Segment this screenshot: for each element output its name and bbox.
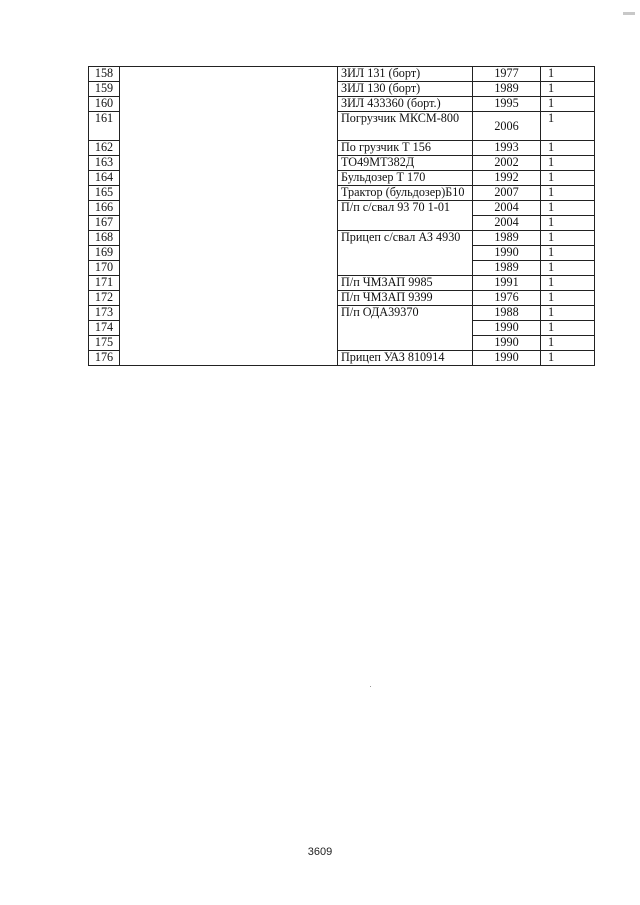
vehicle-year: 1990 [473, 336, 541, 351]
vehicle-name: По грузчик Т 156 [338, 141, 473, 156]
vehicle-quantity: 1 [541, 171, 595, 186]
vehicle-quantity: 1 [541, 141, 595, 156]
vehicle-quantity: 1 [541, 201, 595, 216]
vehicle-quantity: 1 [541, 97, 595, 112]
vehicle-quantity: 1 [541, 336, 595, 351]
row-number: 168 [89, 231, 120, 246]
vehicle-name: П/п ЧМЗАП 9399 [338, 291, 473, 306]
vehicle-quantity: 1 [541, 216, 595, 231]
vehicle-quantity: 1 [541, 156, 595, 171]
vehicle-year: 2006 [473, 112, 541, 141]
vehicle-year: 1993 [473, 141, 541, 156]
row-number: 169 [89, 246, 120, 261]
vehicle-quantity: 1 [541, 112, 595, 141]
vehicle-quantity: 1 [541, 231, 595, 246]
row-number: 170 [89, 261, 120, 276]
vehicle-year: 2004 [473, 216, 541, 231]
vehicle-year: 1990 [473, 246, 541, 261]
row-number: 160 [89, 97, 120, 112]
row-number: 171 [89, 276, 120, 291]
vehicle-name: Прицеп УАЗ 810914 [338, 351, 473, 366]
row-number: 176 [89, 351, 120, 366]
vehicle-name: ЗИЛ 130 (борт) [338, 82, 473, 97]
vehicle-quantity: 1 [541, 321, 595, 336]
vehicle-name: Погрузчик МКСМ-800 [338, 112, 473, 141]
vehicle-year: 1995 [473, 97, 541, 112]
row-number: 161 [89, 112, 120, 141]
vehicle-year: 1990 [473, 321, 541, 336]
row-number: 162 [89, 141, 120, 156]
row-number: 158 [89, 67, 120, 82]
vehicle-name: П/п с/свал 93 70 1-01 [338, 201, 473, 231]
vehicle-name: Бульдозер Т 170 [338, 171, 473, 186]
page-number: 3609 [307, 846, 333, 858]
vehicle-quantity: 1 [541, 67, 595, 82]
vehicle-year: 1988 [473, 306, 541, 321]
row-number: 173 [89, 306, 120, 321]
vehicle-year: 1992 [473, 171, 541, 186]
vehicle-inventory-table [88, 66, 595, 366]
vehicle-year: 1989 [473, 261, 541, 276]
vehicle-name: П/п ОДА39370 [338, 306, 473, 351]
vehicle-quantity: 1 [541, 186, 595, 201]
vehicle-year: 2002 [473, 156, 541, 171]
vehicle-quantity: 1 [541, 276, 595, 291]
vehicle-year: 1989 [473, 82, 541, 97]
corner-mark [623, 12, 635, 15]
vehicle-year: 1976 [473, 291, 541, 306]
row-number: 172 [89, 291, 120, 306]
vehicle-quantity: 1 [541, 261, 595, 276]
scan-speck [370, 686, 371, 687]
vehicle-year: 1990 [473, 351, 541, 366]
vehicle-year: 1989 [473, 231, 541, 246]
row-number: 159 [89, 82, 120, 97]
vehicle-year: 2007 [473, 186, 541, 201]
row-number: 164 [89, 171, 120, 186]
vehicle-quantity: 1 [541, 291, 595, 306]
owner-column-blank [120, 67, 338, 366]
vehicle-year: 2004 [473, 201, 541, 216]
vehicle-quantity: 1 [541, 351, 595, 366]
vehicle-name: Трактор (бульдозер)Б10 [338, 186, 473, 201]
vehicle-name: ЗИЛ 131 (борт) [338, 67, 473, 82]
vehicle-quantity: 1 [541, 306, 595, 321]
vehicle-year: 1991 [473, 276, 541, 291]
table-row [89, 67, 595, 82]
row-number: 174 [89, 321, 120, 336]
vehicle-name: ТО49МТ382Д [338, 156, 473, 171]
row-number: 166 [89, 201, 120, 216]
row-number: 165 [89, 186, 120, 201]
row-number: 163 [89, 156, 120, 171]
vehicle-quantity: 1 [541, 246, 595, 261]
vehicle-year: 1977 [473, 67, 541, 82]
vehicle-name: П/п ЧМЗАП 9985 [338, 276, 473, 291]
row-number: 175 [89, 336, 120, 351]
vehicle-name: Прицеп с/свал АЗ 4930 [338, 231, 473, 276]
vehicle-quantity: 1 [541, 82, 595, 97]
vehicle-name: ЗИЛ 433360 (борт.) [338, 97, 473, 112]
row-number: 167 [89, 216, 120, 231]
